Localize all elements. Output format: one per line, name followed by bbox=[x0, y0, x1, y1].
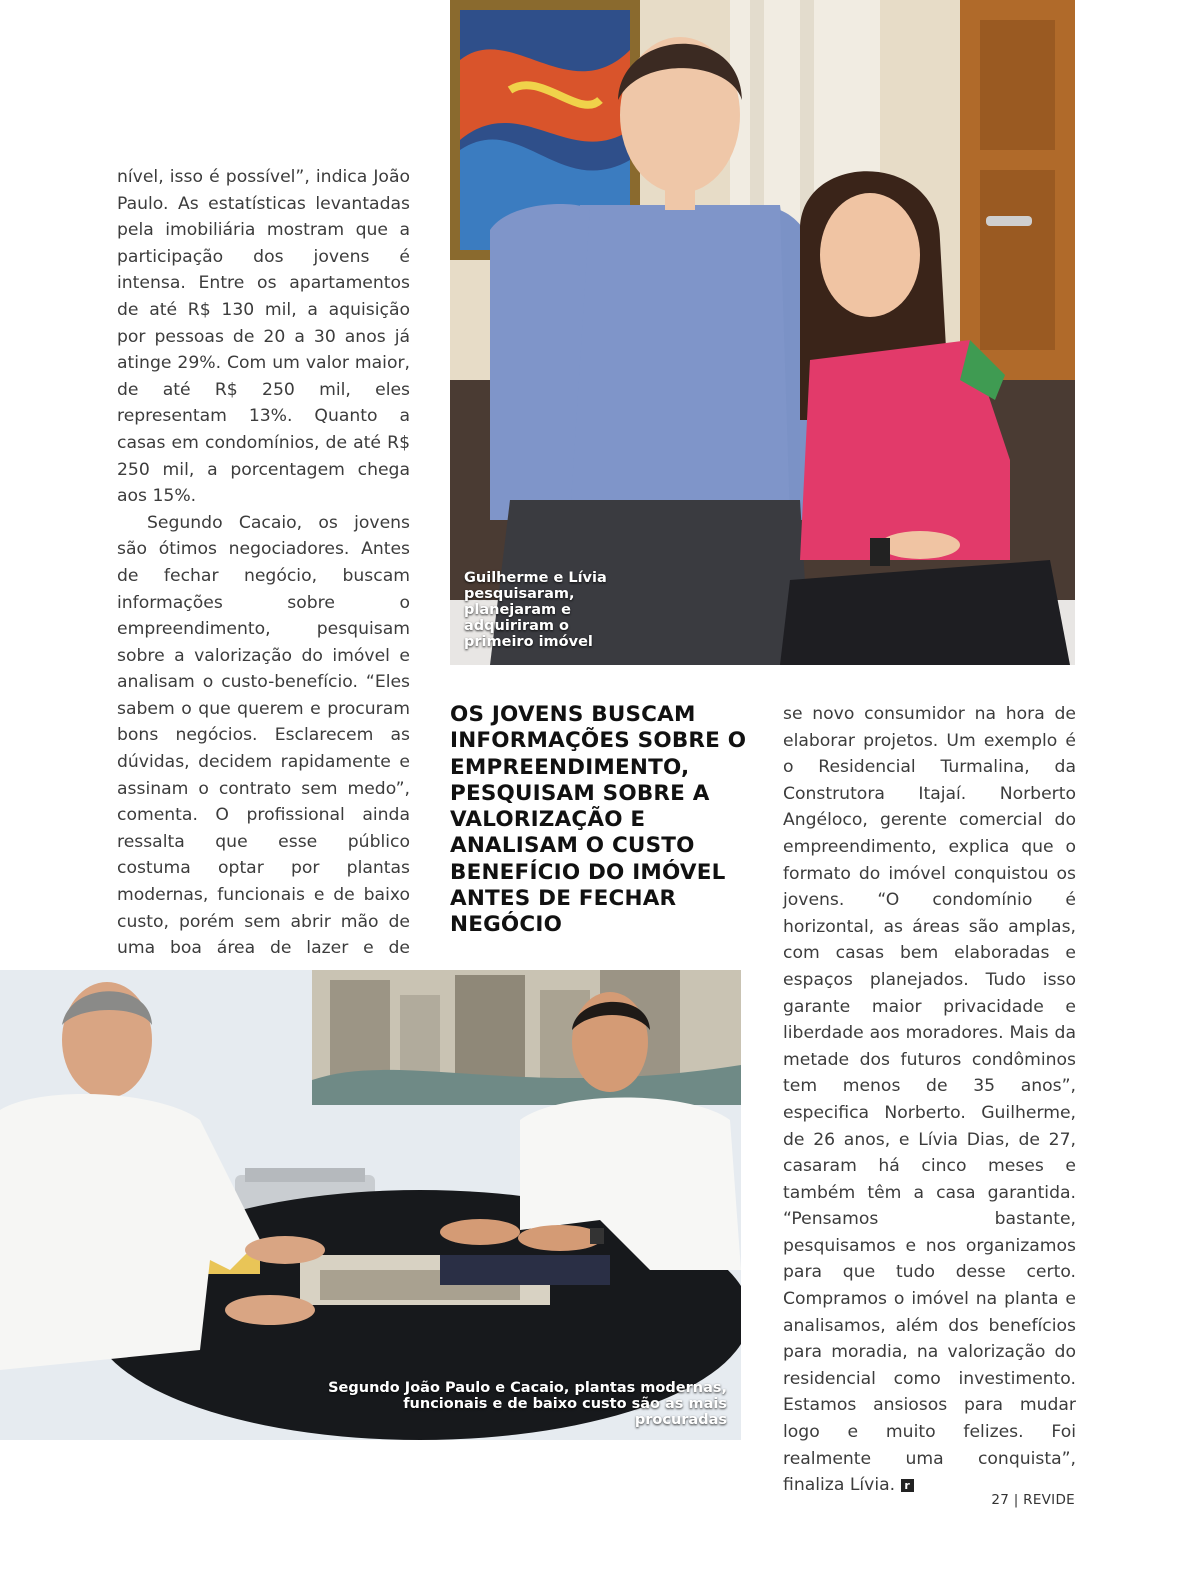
article-paragraph: Segundo Cacaio, os jovens são ótimos negociadores. Antes de fechar negócio, buscam informações sobre o empreendimento, pesquisam sobre a valorização do imóvel e analisam o custo-benefício. “Eles sabem o que querem e procuram bons negócios. Esclarecem as dúvidas, decidem rapidamente e assinam o contrato sem medo”, comenta. O profissional ainda ressalta que esse público costuma optar por plantas modernas, funcionais e de baixo custo, porém sem abrir mão de uma boa área de lazer e de bbox=[117, 512, 410, 959]
photo-couple bbox=[450, 0, 1075, 665]
magazine-name: REVIDE bbox=[1023, 1492, 1075, 1508]
article-paragraph-text: se novo consumidor na hora de elaborar projetos. Um exemplo é o Residencial Turmalina, da Construtora Itajaí. Norberto Angéloco, gerente comercial do empreendimento, explica que o formato do imóvel conquistou os jovens. “O condomínio é horizontal, as áreas são amplas, com casas bem elaboradas e espaços planejados. Tudo isso garante maior privacidade e liberdade aos moradores. Mais da metade dos futuros condôminos tem menos de 35 anos”, especifica Norberto. Guilherme, de 26 anos, e Lívia Dias, de 27, casaram há cinco meses e também têm a casa garantida. “Pensamos bastante, pesquisamos e nos organizamos para que tudo desse certo. Compramos o imóvel na planta e analisamos, além dos benefícios para moradia, na valorização do residencial como investimento. Estamos ansiosos para mudar logo e muito felizes. Foi realmente uma conquista”, finaliza Lívia. bbox=[783, 704, 1076, 1496]
end-mark-icon: r bbox=[901, 1479, 914, 1492]
article-column-left bbox=[117, 164, 410, 1015]
article-column-right bbox=[783, 701, 1076, 1499]
photo-caption-meeting: Segundo João Paulo e Cacaio, plantas modernas, funcionais e de baixo custo são as mais procuradas bbox=[328, 1380, 727, 1428]
photo-meeting bbox=[0, 970, 741, 1440]
photo-meeting-illustration bbox=[0, 970, 741, 1440]
footer-separator: | bbox=[1013, 1492, 1019, 1508]
page-footer bbox=[991, 1492, 1075, 1508]
photo-couple-illustration bbox=[450, 0, 1075, 665]
article-paragraph bbox=[783, 701, 1076, 1499]
pull-quote: OS JOVENS BUSCAM INFORMAÇÕES SOBRE O EMPREENDIMENTO, PESQUISAM SOBRE A VALORIZAÇÃO E ANALISAM O CUSTO BENEFÍCIO DO IMÓVEL ANTES DE FECHAR NEGÓCIO bbox=[450, 702, 747, 938]
article-paragraph: nível, isso é possível”, indica João Paulo. As estatísticas levantadas pela imobiliária mostram que a participação dos jovens é intensa. Entre os apartamentos de até R$ 130 mil, a aquisição por pessoas de 20 a 30 anos já atinge 29%. Com um valor maior, de até R$ 250 mil, eles representam 13%. Quanto a casas em condomínios, de até R$ 250 mil, a porcentagem chega aos 15%. bbox=[117, 167, 410, 507]
page-number: 27 bbox=[991, 1492, 1010, 1508]
photo-caption-couple: Guilherme e Lívia pesquisaram, planejaram e adquiriram o primeiro imóvel bbox=[464, 570, 607, 650]
